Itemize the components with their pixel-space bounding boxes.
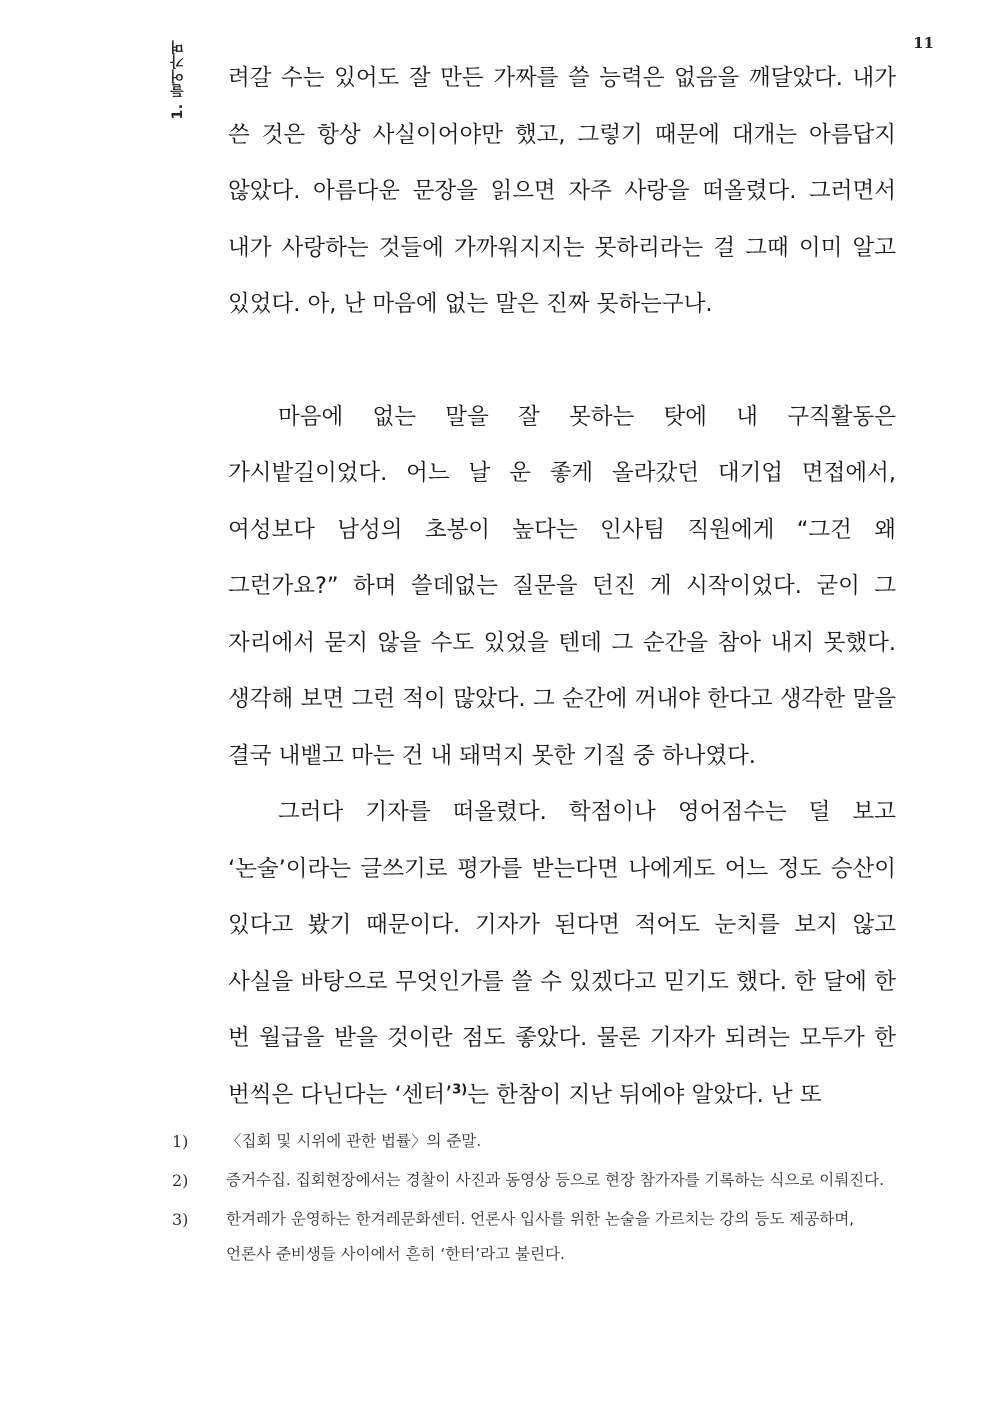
- footnote-number: 2): [172, 1171, 189, 1190]
- footnote: [172, 1124, 892, 1159]
- footnote-number: 3): [172, 1210, 189, 1229]
- paragraph-journalist-text-end: 는 한참이 지난 뒤에야 알았다. 난 또: [467, 1081, 822, 1108]
- footnote: [172, 1163, 892, 1198]
- footnote-text: 증거수집. 집회현장에서는 경찰이 사진과 동영상 등으로 현장 참가자를 기록하는 식으로 이뤄진다.: [226, 1171, 885, 1189]
- footnote: [172, 1202, 892, 1272]
- footnote-reference[interactable]: 3): [452, 1082, 468, 1097]
- footnote-number: 1): [172, 1132, 189, 1151]
- paragraph-journalist-text: 그러다 기자를 떠올렸다. 학점이나 영어점수는 덜 보고 ‘논술’이라는 글쓰기로 평가를 받는다면 나에게도 어느 정도 승산이 있다고 봤기 때문이다. 기자가 된다면 적어도 눈치를 보지 않고 사실을 바탕으로 무엇인가를 쓸 수 있겠다고 믿기도 했다. 한 달에 한 번 월급을 받을 것이란 점도 좋았다. 물론 기자가 되려는 모두가 한 번씩은 다닌다는 ‘센터’: [228, 799, 896, 1108]
- footnote-text: 한겨레가 운영하는 한겨레문화센터. 언론사 입사를 위한 논술을 가르치는 강의 등도 제공하며, 언론사 준비생들 사이에서 흔히 ‘한터’라고 불린다.: [226, 1210, 855, 1263]
- footnote-text: 〈집회 및 시위에 관한 법률〉의 준말.: [226, 1132, 482, 1150]
- page-number: 11: [913, 34, 934, 52]
- paragraph-continued: 려갈 수는 있어도 잘 만든 가짜를 쓸 능력은 없음을 깨달았다. 내가 쓴 것은 항상 사실이어야만 했고, 그렇기 때문에 대개는 아름답지 않았다. 아름다운 문장을 읽으면 자주 사랑을 떠올렸다. 그러면서 내가 사랑하는 것들에 가까워지지는 못하리라는 걸 그때 이미 알고 있었다. 아, 난 마음에 없는 말은 진짜 못하는구나.: [228, 65, 896, 317]
- footnotes: [172, 1124, 892, 1276]
- paragraph-journalist: [228, 784, 896, 1123]
- body-text: [228, 50, 896, 1123]
- running-head: 1. 들어가며: [170, 40, 186, 120]
- paragraph-job-search: 마음에 없는 말을 잘 못하는 탓에 내 구직활동은 가시밭길이었다. 어느 날 운 좋게 올라갔던 대기업 면접에서, 여성보다 남성의 초봉이 높다는 인사팀 직원에게 “그건 왜 그런가요?” 하며 쓸데없는 질문을 던진 게 시작이었다. 굳이 그 자리에서 묻지 않을 수도 있었을 텐데 그 순간을 참아 내지 못했다. 생각해 보면 그런 적이 많았다. 그 순간에 꺼내야 한다고 생각한 말을 결국 내뱉고 마는 건 내 돼먹지 못한 기질 중 하나였다.: [228, 403, 896, 769]
